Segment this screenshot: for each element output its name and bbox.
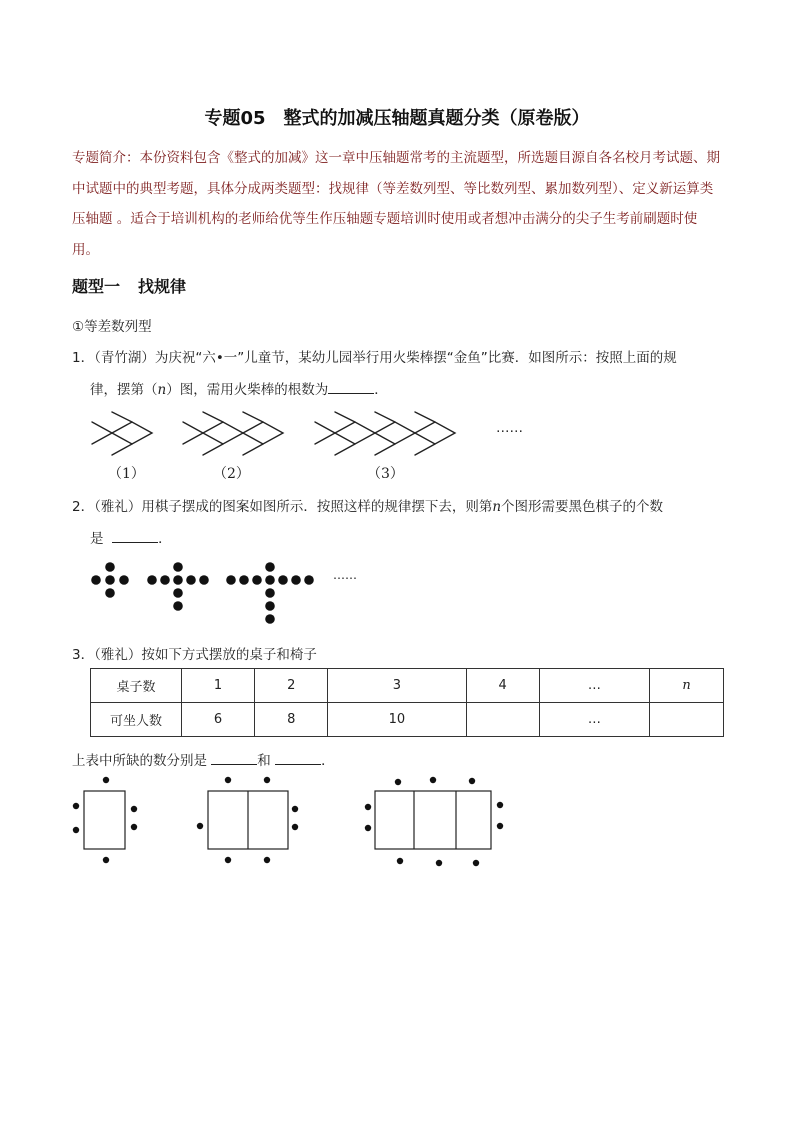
table-cell: 1 — [182, 669, 255, 703]
table-cell: … — [539, 703, 649, 737]
q1-line2-text-b: ）图，需用火柴棒的根数为 — [166, 382, 329, 398]
q1-ellipsis: …… — [496, 420, 523, 436]
q3-after-text-a: 上表中所缺的数分别是 — [72, 753, 207, 769]
q1-figure-label-3: （3） — [367, 466, 404, 482]
table-rect-1 — [84, 791, 125, 849]
page-title: 专题05 整式的加减压轴题真题分类（原卷版） — [204, 108, 590, 129]
section-name: 找规律 — [138, 277, 187, 296]
q3-line1: 3．（雅礼）按如下方式摆放的桌子和椅子 — [72, 647, 317, 663]
table-cell: 8 — [255, 703, 328, 737]
q2-n-variable: n — [492, 499, 502, 515]
table-cell: 6 — [182, 703, 255, 737]
q1-line2-text-a: 律，摆第（ — [90, 382, 158, 398]
section-number: 题型一 — [72, 277, 121, 296]
table-cell: 可坐人数 — [91, 703, 182, 737]
chairs-figure-1 — [73, 777, 137, 863]
intro-paragraph: 专题简介：本份资料包含《整式的加减》这一章中压轴题常考的主流题型，所选题目源自各名校月考试题、期中试题中的典型考题，具体分成两类题型：找规律（等差数列型、等比数列型、累加数列型）、定义新运算类压轴题 。适合于培训机构的老师给优等生作压轴题专题培训时使用或者想冲击满分的尖子生考前刷题时使用。 — [72, 150, 720, 258]
q3-after-text-c: ． — [321, 753, 335, 769]
q3-after-text-b: 和 — [257, 753, 271, 769]
table-cell: n — [650, 669, 724, 703]
q1-line1: 1．（青竹湖）为庆祝“六•一”儿童节，某幼儿园举行用火柴棒摆“金鱼”比赛．如图所示：按照上面的规 — [72, 350, 677, 366]
table-cell: … — [539, 669, 649, 703]
q2-ellipsis: …… — [333, 568, 357, 582]
q1-n-variable: n — [157, 382, 167, 398]
chairs-figure-3 — [365, 777, 503, 866]
table-cell: 4 — [466, 669, 539, 703]
q1-figure-label-1: （1） — [108, 466, 145, 482]
q2-line1-text-a: 2．（雅礼）用棋子摆成的图案如图所示．按照这样的规律摆下去，则第 — [72, 499, 493, 515]
table-cell: 3 — [328, 669, 466, 703]
q2-line1-text-b: 个图形需要黑色棋子的个数 — [501, 499, 664, 515]
table-rect-3 — [375, 791, 491, 849]
q1-line2-text-c: ． — [374, 382, 388, 398]
table-cell: 桌子数 — [91, 669, 182, 703]
q2-line2-text-a: 是 — [90, 531, 104, 547]
table-cell: 10 — [328, 703, 466, 737]
table-cell: 2 — [255, 669, 328, 703]
subsection-heading: ①等差数列型 — [72, 319, 152, 335]
q2-line2-text-b: ． — [158, 531, 172, 547]
q1-figure-label-2: （2） — [213, 466, 250, 482]
